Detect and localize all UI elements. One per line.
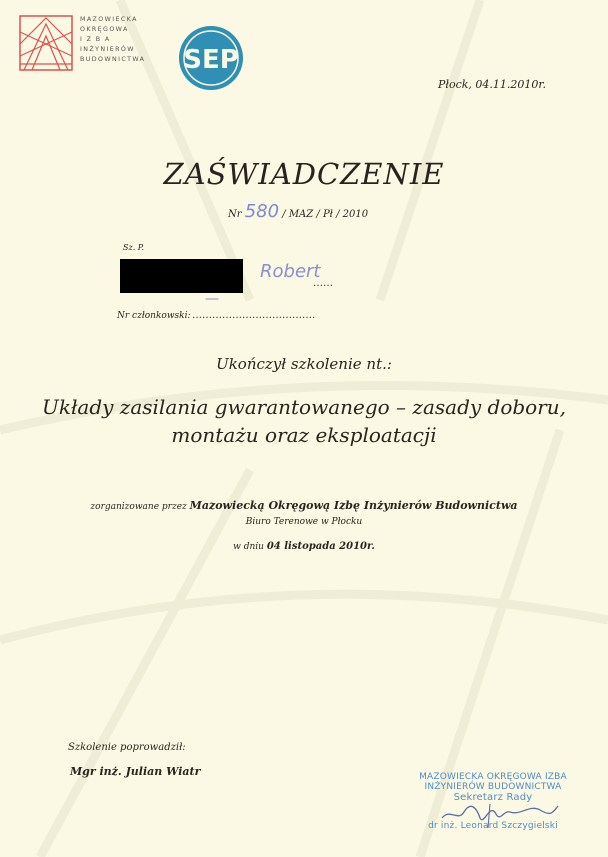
- completed-label: Ukończył szkolenie nt.:: [216, 355, 392, 373]
- logo-line-4: INŻYNIERÓW: [80, 46, 135, 53]
- organizer-name: Mazowiecką Okręgową Izbę Inżynierów Budownictwa: [189, 499, 518, 512]
- member-dots: ……………………………….: [192, 310, 316, 321]
- certificate-number: [228, 201, 368, 222]
- number-suffix: / MAZ / Pł / 2010: [282, 209, 369, 220]
- stamp-line-1: MAZOWIECKA OKRĘGOWA IZBA: [419, 772, 567, 782]
- logo-line-3: I Z B A: [80, 36, 111, 43]
- moiib-logo-text: [80, 15, 145, 65]
- salutation: Sz. P.: [123, 243, 145, 252]
- number-prefix: Nr: [228, 209, 242, 220]
- course-title: [0, 393, 608, 449]
- member-label: Nr członkowski:: [117, 311, 191, 321]
- moiib-logo-icon: [18, 14, 74, 72]
- organizer-branch: Biuro Terenowe w Płocku: [245, 517, 363, 527]
- number-handwritten: 580: [244, 201, 280, 222]
- logo-line-5: BUDOWNICTWA: [80, 56, 146, 63]
- place-date: Płock, 04.11.2010r.: [438, 78, 546, 91]
- conducted-name: Mgr inż. Julian Wiatr: [70, 765, 201, 778]
- conducted-label: Szkolenie poprowadził:: [68, 742, 186, 753]
- organizer-prefix: zorganizowane przez: [90, 502, 187, 512]
- redacted-name-box: [120, 259, 243, 293]
- training-date: 04 listopada 2010r.: [266, 541, 375, 552]
- sep-logo-label: SEP: [183, 45, 239, 75]
- sep-logo-icon: [178, 25, 244, 91]
- stamp-line-3: Sekretarz Rady: [453, 792, 533, 803]
- name-dots: ……: [313, 278, 333, 289]
- member-handwritten: —: [205, 291, 219, 307]
- date-prefix: w dniu: [233, 542, 264, 552]
- stamp-signer: dr inż. Leonard Szczygielski: [428, 821, 558, 831]
- logo-line-1: MAZOWIECKA: [80, 16, 138, 23]
- document-title: ZAŚWIADCZENIE: [163, 157, 445, 191]
- course-title-line-1: Układy zasilania gwarantowanego – zasady doboru,: [41, 395, 567, 419]
- course-title-line-2: montażu oraz eksploatacji: [171, 423, 437, 447]
- name-handwritten: Robert: [260, 261, 321, 282]
- logo-line-2: OKRĘGOWA: [80, 26, 129, 33]
- training-date-line: [0, 541, 608, 552]
- organizer-line: [0, 499, 608, 512]
- stamp-line-2: INŻYNIERÓW BUDOWNICTWA: [424, 782, 562, 792]
